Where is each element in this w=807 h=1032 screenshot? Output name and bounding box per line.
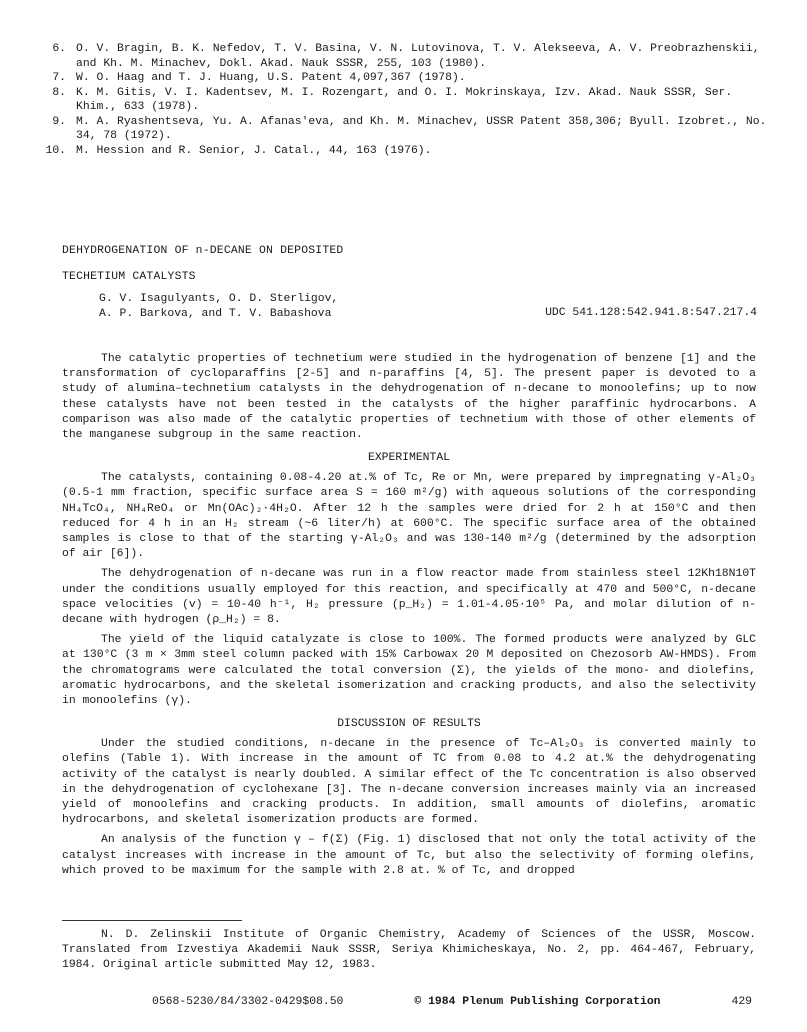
intro-paragraph: The catalytic properties of technetium were studied in the hydrogenation of benzene [1] and the transformation of cycloparaffins [2-5] and n-paraffins [4, 5]. The present paper is devoted to a study of alumina–technetium catalysts in the dehydrogenation of n-decane to monoolefins; up to now these catalysts have not been tested in the catalysts of the higher paraffinic hydrocarbons. A comparison was also made of the catalytic properties of technetium with those of other elements of the manganese subgroup in the same reaction. [62,353,756,442]
page-footer [152,996,752,1008]
udc-code: UDC 541.128:542.941.8:547.217.4 [545,307,757,319]
article-code: 0568-5230/84/3302-0429$08.50 [152,996,344,1008]
reference-item [40,42,780,71]
section-heading-discussion: DISCUSSION OF RESULTS [337,718,481,731]
body-paragraph: Under the studied conditions, n-decane in the presence of Tc–Al₂O₃ is converted mainly to olefins (Table 1). With increase in the amount of TC from 0.08 to 4.2 at.% the dehydrogenating activity of the catalyst is nearly doubled. A similar effect of the Tc concentration is also observed in the dehydrogenation of cyclohexane [3]. The n-decane conversion increases mainly via an increased yield of monoolefins and cracking products. In addition, small amounts of diolefins, aromatic hydrocarbons, and skeletal isomerization products are formed. [62,738,756,827]
author-line: G. V. Isagulyants, O. D. Sterligov, [99,293,339,305]
reference-item [40,86,780,115]
reference-number: 10. [45,144,66,157]
section-heading-experimental: EXPERIMENTAL [367,452,451,465]
body-paragraph: The yield of the liquid catalyzate is close to 100%. The formed products were analyzed by GLC at 130°C (3 m × 3mm steel column packed with 15% Carbowax 20 M deposited on Chezosorb AW-HMDS). From the chromatograms were calculated the total conversion (Σ), the yields of the mono- and diolefins, aromatic hydrocarbons, and the skeletal isomerization and cracking products, and also the selectivity in monoolefins (γ). [62,634,756,708]
author-line: A. P. Barkova, and T. V. Babashova [99,308,332,320]
publisher-copyright: © 1984 Plenum Publishing Corporation [414,996,661,1008]
body-paragraph: The dehydrogenation of n-decane was run in a flow reactor made from stainless steel 12Kh18N10T under the conditions usually employed for this reaction, and specifically at 470 and 500°C, n-decane space velocities (v) = 10-40 h⁻¹, H₂ pressure (p_H₂) = 1.01-4.05·10⁵ Pa, and molar dilution of n-decane with hydrogen (ρ_H₂) = 8. [62,568,756,627]
footnote-text: N. D. Zelinskii Institute of Organic Chemistry, Academy of Sciences of the USSR, Moscow. Translated from Izvestiya Akademii Nauk SSSR, Seriya Khimicheskaya, No. 2, pp. 464-467, February, 1984. Original article submitted May 12, 1983. [62,929,756,971]
title-line: DEHYDROGENATION OF n-DECANE ON DEPOSITED [62,245,344,257]
reference-text: M. A. Ryashentseva, Yu. A. Afanas'eva, and Kh. M. Minachev, USSR Patent 358,306; Byull. Izobret., No. 34, 78 (1972). [76,115,767,142]
reference-number: 9. [52,115,66,128]
reference-list [40,42,780,158]
reference-text: K. M. Gitis, V. I. Kadentsev, M. I. Rozengart, and O. I. Mokrinskaya, Izv. Akad. Nauk SSSR, Ser. Khim., 633 (1978). [76,86,733,113]
reference-item [40,144,780,159]
body-paragraph: The catalysts, containing 0.08-4.20 at.% of Tc, Re or Mn, were prepared by impregnating γ-Al₂O₃ (0.5-1 mm fraction, specific surface area S = 160 m²/g) with aqueous solutions of the corresponding NH₄TcO₄, NH₄ReO₄ or Mn(OAc)₂·4H₂O. After 12 h the samples were dried for 2 h at 150°C and then reduced for 4 h in an H₂ stream (~6 liter/h) at 600°C. The specific surface area of the obtained samples is close to that of the starting γ-Al₂O₃ and was 130-140 m²/g (determined by the adsorption of air [6]). [62,472,756,561]
footnote-divider [62,920,242,921]
reference-number: 8. [52,86,66,99]
reference-number: 7. [52,72,66,84]
reference-text: O. V. Bragin, B. K. Nefedov, T. V. Basina, V. N. Lutovinova, T. V. Alekseeva, A. V. Preobrazhenskii, and Kh. M. Minachev, Dokl. Akad. Nauk SSSR, 255, 103 (1980). [76,43,760,70]
reference-text: W. O. Haag and T. J. Huang, U.S. Patent 4,097,367 (1978). [76,72,466,84]
article-title [62,238,343,290]
reference-item [40,71,780,86]
footnote [62,928,756,973]
reference-text: M. Hession and R. Senior, J. Catal., 44, 163 (1976). [76,144,432,157]
page-number: 429 [731,996,752,1008]
reference-number: 6. [52,43,66,55]
body-paragraph: An analysis of the function γ – f(Σ) (Fig. 1) disclosed that not only the total activity of the catalyst increases with increase in the amount of Tc, but also the selectivity of forming olefins, which proved to be maximum for the sample with 2.8 at. % of Tc, and dropped [62,834,756,877]
reference-item [40,115,780,144]
author-list [99,292,338,322]
article-body [62,352,756,884]
title-line: TECHETIUM CATALYSTS [62,271,196,283]
